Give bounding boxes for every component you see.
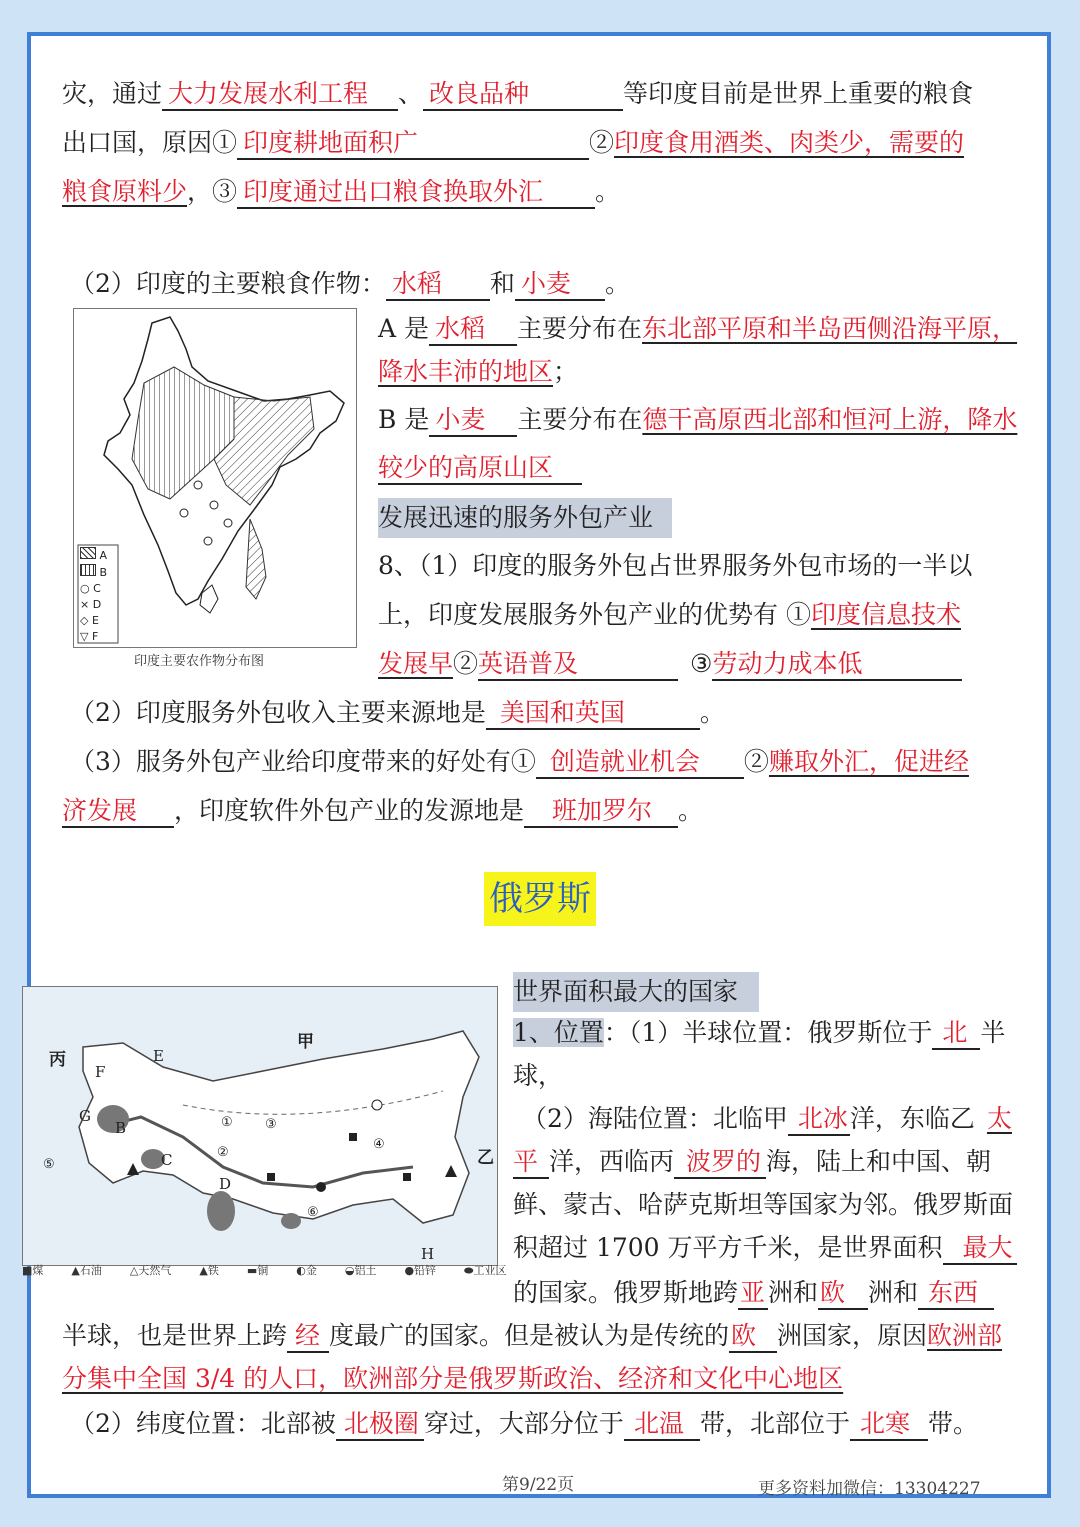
answer-text: 发展早: [378, 649, 454, 678]
map-label: ①: [221, 1115, 233, 1130]
text-line: [62, 1361, 843, 1397]
map-label-jia: 甲: [297, 1032, 314, 1052]
answer-blank: 小麦: [429, 405, 517, 437]
text-line: 粮食原料少，③ 印度通过出口粮食换取外汇 。: [62, 174, 620, 210]
map-label: G: [79, 1107, 91, 1125]
india-map-caption: 印度主要农作物分布图: [134, 654, 265, 669]
text-line: 的国家。俄罗斯地跨亚 洲和欧 洲和 东西: [513, 1275, 994, 1311]
russia-map-legend: ■煤 ▲石油 △天然气 ▲铁 ▬铜 ◐金 ◒铝土 ●铅锌 ⬬工业区: [22, 1264, 507, 1277]
answer-blank: 水稻: [429, 314, 517, 346]
answer-text: 东北部平原和半岛西侧沿海平原，: [642, 314, 1018, 343]
answer-blank: 较少的高原山区: [378, 453, 582, 485]
answer-blank: 印度通过出口粮食换取外汇: [237, 177, 595, 209]
answer-blank: 北极圈: [336, 1409, 424, 1441]
answer-blank: 欧: [818, 1278, 868, 1310]
text-line: 球，: [513, 1061, 564, 1090]
industrial-zone: [281, 1213, 301, 1229]
answer-blank: 水稻: [386, 269, 490, 301]
text-line: （2）印度的主要粮食作物： 水稻 和 小麦 。: [70, 266, 630, 302]
answer-blank: 英语普及: [478, 649, 678, 681]
answer-blank: 印度耕地面积广: [237, 128, 589, 160]
answer-blank: 亚: [738, 1278, 768, 1310]
russia-map-graphic: [23, 987, 497, 1265]
answer-blank: 小麦: [515, 269, 605, 301]
answer-blank: 北寒: [850, 1409, 928, 1441]
section-heading: 发展迅速的服务外包产业: [378, 498, 672, 538]
text-line: 半球，也是世界上跨 经 度最广的国家。但是被认为是传统的欧 洲国家，原因欧洲部: [62, 1318, 1002, 1354]
map-label: ④: [373, 1137, 385, 1152]
answer-text: 降水丰沛的地区: [378, 357, 554, 386]
map-label: ②: [217, 1145, 229, 1160]
map-label-bing: 丙: [49, 1050, 66, 1070]
map-label-yi: 乙: [477, 1148, 494, 1168]
answer-text: 欧洲部: [927, 1321, 1003, 1350]
section-title: 俄罗斯: [484, 872, 596, 926]
map-label: H: [421, 1245, 435, 1263]
map-label: F: [95, 1063, 106, 1081]
text-line: 积超过 1700 万平方千米，是世界面积 最大: [513, 1230, 1017, 1266]
answer-blank: 最大: [943, 1233, 1017, 1265]
answer-blank: 劳动力成本低: [712, 649, 962, 681]
text-line: B 是 小麦 主要分布在德干高原西北部和恒河上游，降水: [378, 402, 1017, 438]
text-line: （3）服务外包产业给印度带来的好处有① 创造就业机会 ②赚取外汇，促进经: [70, 744, 969, 780]
text-line: 平 洋，西临丙 波罗的 海，陆上和中国、朝: [513, 1144, 991, 1180]
russia-resource-map: [22, 986, 498, 1266]
text-line: A 是 水稻 主要分布在东北部平原和半岛西侧沿海平原，: [378, 311, 1017, 347]
answer-text: 赚取外汇，促进经: [768, 747, 969, 776]
answer-blank: 大力发展水利工程: [162, 79, 398, 111]
answer-blank: 北温: [624, 1409, 700, 1441]
text-line: 灾，通过 大力发展水利工程 、 改良品种 等印度目前是世界上重要的粮食: [62, 76, 973, 112]
industrial-zone: [207, 1191, 235, 1231]
answer-blank: 创造就业机会: [536, 747, 744, 779]
answer-blank: 平: [513, 1147, 549, 1179]
russia-outline: [79, 1031, 479, 1223]
text-line: 出口国，原因① 印度耕地面积广 ②印度食用酒类、肉类少，需要的: [62, 125, 964, 161]
contact-info: 更多资料加微信：13304227: [758, 1479, 981, 1499]
map-label: ⑤: [43, 1157, 55, 1172]
text-line: 鲜、蒙古、哈萨克斯坦等国家为邻。俄罗斯面: [513, 1190, 1014, 1219]
text-line: 发展早②英语普及 ③劳动力成本低: [378, 646, 962, 682]
text-line: 济发展 ，印度软件外包产业的发源地是 班加罗尔 。: [62, 793, 703, 829]
answer-text: 粮食原料少: [62, 177, 188, 206]
text-line: （2）印度服务外包收入主要来源地是 美国和英国 。: [70, 695, 725, 731]
answer-text: 太: [986, 1104, 1012, 1133]
text-line: [378, 450, 582, 486]
map-label: ⑥: [307, 1205, 319, 1220]
text-line: （2）海陆位置：北临甲 北冰洋，东临乙 太: [522, 1101, 1012, 1137]
india-map-graphic: [74, 309, 356, 647]
legend-list: A B ○ C × D ◇ E ▽ F: [80, 549, 108, 643]
answer-text: 印度信息技术: [810, 600, 961, 629]
answer-blank: 东西: [918, 1278, 994, 1310]
answer-text: 分集中全国 3/4 的人口，欧洲部分是俄罗斯政治、经济和文化中心地区: [62, 1364, 844, 1393]
answer-blank: 经: [287, 1321, 329, 1353]
answer-blank: 北冰: [788, 1104, 850, 1136]
answer-blank: 北: [932, 1018, 980, 1050]
map-label: B: [115, 1119, 127, 1137]
text-line: 8、（1）印度的服务外包占世界服务外包市场的一半以: [378, 551, 973, 580]
text-line: （2）纬度位置：北部被 北极圈 穿过，大部分位于 北温 带，北部位于 北寒 带。: [70, 1406, 978, 1442]
india-crop-map: [73, 308, 357, 648]
answer-text: 印度食用酒类、肉类少，需要的: [614, 128, 965, 157]
text-line: 降水丰沛的地区；: [378, 357, 579, 386]
map-label: ③: [265, 1117, 277, 1132]
answer-blank: 波罗的: [674, 1147, 766, 1179]
map-label: D: [219, 1175, 232, 1193]
page-number: 第9/22页: [502, 1475, 575, 1495]
answer-blank: 班加罗尔: [524, 796, 678, 828]
map-label: E: [153, 1047, 164, 1065]
text-line: 1、位置：（1）半球位置：俄罗斯位于 北 半: [513, 1015, 1005, 1051]
section-heading: 世界面积最大的国家: [513, 972, 759, 1012]
map-label: C: [161, 1151, 173, 1169]
coast-rice-region: [246, 519, 266, 599]
answer-blank: 济发展: [62, 796, 174, 828]
text-line: 上，印度发展服务外包产业的优势有 ①印度信息技术: [378, 600, 961, 629]
answer-text: 德干高原西北部和恒河上游，降水: [642, 405, 1018, 434]
answer-blank: 美国和英国: [486, 698, 700, 730]
answer-blank: 改良品种: [423, 79, 623, 111]
answer-blank: 欧: [729, 1321, 777, 1353]
